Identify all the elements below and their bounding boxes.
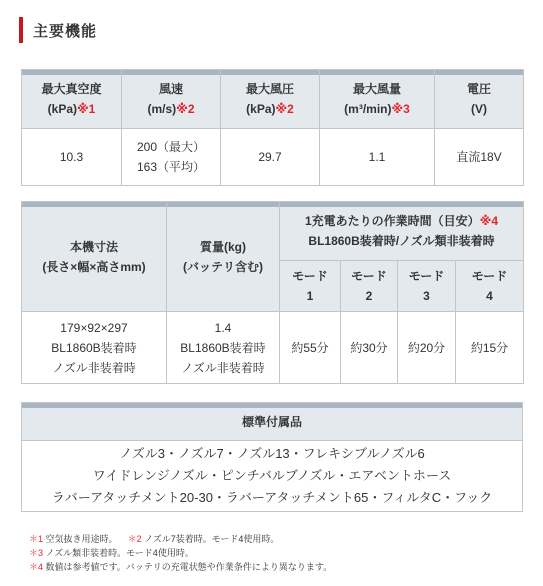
weight-number: 1.4	[214, 320, 232, 335]
header-unit	[122, 99, 220, 119]
footnote-text: ノズル類非装着時。モード4使用時。	[45, 548, 194, 558]
weight-battery: BL1860B装着時	[180, 340, 266, 355]
footnote-mark: ※3	[391, 102, 410, 116]
value-dimensions	[22, 312, 167, 384]
header-unit	[221, 99, 319, 119]
footnote-row-1	[29, 532, 332, 546]
dimension-table	[21, 201, 524, 384]
value-mode-2-time: 約30分	[341, 312, 398, 384]
heading-title: 主要機能	[33, 22, 98, 40]
unit-text: (m/s)	[147, 102, 177, 116]
footnote-mark: ＊1	[29, 534, 44, 544]
header-max-pressure	[221, 70, 320, 129]
footnote-mark: ＊3	[29, 548, 44, 558]
value-mode-1-time: 約55分	[280, 312, 341, 384]
footnote-text: 空気抜き用途時。	[45, 534, 118, 544]
runtime-condition: BL1860B装着時/ノズル類非装着時	[308, 234, 495, 248]
header-label: 最大真空度	[41, 82, 102, 96]
mode-number: 3	[423, 289, 430, 303]
header-max-vacuum	[22, 70, 122, 129]
heading-accent-bar	[19, 17, 23, 43]
header-unit: (長さ×幅×高さmm)	[42, 259, 146, 274]
footnote-row-3	[29, 560, 332, 574]
header-mode-3	[398, 261, 456, 312]
header-accessories: 標準付属品	[22, 403, 523, 441]
mode-label: モード	[351, 269, 387, 283]
header-mode-4	[456, 261, 524, 312]
header-unit: (バッテリ含む)	[183, 259, 263, 274]
header-label: 風速	[158, 82, 183, 96]
value-mode-4-time: 約15分	[456, 312, 524, 384]
mode-number: 1	[306, 289, 314, 303]
section-heading	[19, 16, 97, 44]
mode-number: 4	[486, 289, 493, 303]
accessories-value-row	[22, 441, 523, 512]
dimension-battery: BL1860B装着時	[51, 340, 137, 355]
dimension-size: 179×92×297	[60, 320, 128, 335]
unit-text: (m³/min)	[344, 102, 392, 116]
header-label: 最大風量	[352, 82, 401, 96]
header-label: 最大風圧	[245, 82, 294, 96]
spec-table	[21, 69, 524, 186]
value-pressure: 29.7	[221, 129, 320, 186]
footnotes	[29, 532, 332, 574]
footnote-mark: ※2	[275, 102, 294, 116]
header-voltage	[435, 70, 524, 129]
value-voltage: 直流18V	[435, 129, 524, 186]
footnote-row-2	[29, 546, 332, 560]
footnote-mark: ＊2	[127, 534, 142, 544]
header-max-airflow	[320, 70, 435, 129]
mode-number: 2	[365, 289, 373, 303]
accessory-line: ラバーアタッチメント20-30・ラバーアタッチメント65・フィルタC・フック	[51, 490, 493, 505]
unit-text: (kPa)	[47, 102, 77, 116]
header-mode-1	[280, 261, 341, 312]
footnote-text: ノズル7装着時。モード4使用時。	[144, 534, 280, 544]
dimension-header-row	[22, 202, 524, 261]
header-unit: (V)	[471, 102, 487, 116]
dimension-value-row	[22, 312, 524, 384]
value-mode-3-time: 約20分	[398, 312, 456, 384]
value-weight	[167, 312, 280, 384]
footnote-mark: ※2	[176, 102, 195, 116]
header-mode-2	[341, 261, 398, 312]
value-vacuum: 10.3	[22, 129, 122, 186]
header-runtime	[280, 202, 524, 261]
weight-nozzle: ノズル非装着時	[181, 360, 265, 375]
header-dimensions	[22, 202, 167, 312]
mode-label: モード	[471, 269, 508, 283]
wind-speed-max: 200（最大）	[136, 140, 206, 154]
accessories-list	[22, 441, 523, 512]
header-wind-speed	[122, 70, 221, 129]
footnote-mark: ※1	[77, 102, 96, 116]
header-label: 質量(kg)	[200, 239, 246, 254]
dimension-nozzle: ノズル非装着時	[52, 360, 136, 375]
footnote-mark: ※4	[479, 214, 499, 228]
footnote-text: 数値は参考値です。バッテリの充電状態や作業条件により異なります。	[45, 562, 333, 572]
accessory-line: ワイドレンジノズル・ピンチバルブノズル・エアベントホース	[92, 468, 452, 483]
runtime-title-text: 1充電あたりの作業時間（目安）	[305, 214, 480, 228]
footnote-mark: ＊4	[29, 562, 44, 572]
value-wind-speed	[122, 129, 221, 186]
mode-label: モード	[408, 269, 445, 283]
accessories-table	[21, 402, 523, 512]
spec-value-row	[22, 129, 524, 186]
header-unit	[22, 99, 121, 119]
mode-label: モード	[292, 269, 328, 283]
header-label: 本機寸法	[69, 239, 118, 254]
accessory-line: ノズル3・ノズル7・ノズル13・フレキシブルノズル6	[119, 446, 425, 461]
header-unit	[320, 99, 434, 119]
value-airflow: 1.1	[320, 129, 435, 186]
accessories-header-row	[22, 403, 523, 441]
header-label: 電圧	[466, 82, 491, 96]
spec-header-row	[22, 70, 524, 129]
header-weight	[167, 202, 280, 312]
runtime-title	[280, 211, 523, 231]
unit-text: (kPa)	[246, 102, 276, 116]
wind-speed-avg: 163（平均）	[136, 160, 206, 174]
